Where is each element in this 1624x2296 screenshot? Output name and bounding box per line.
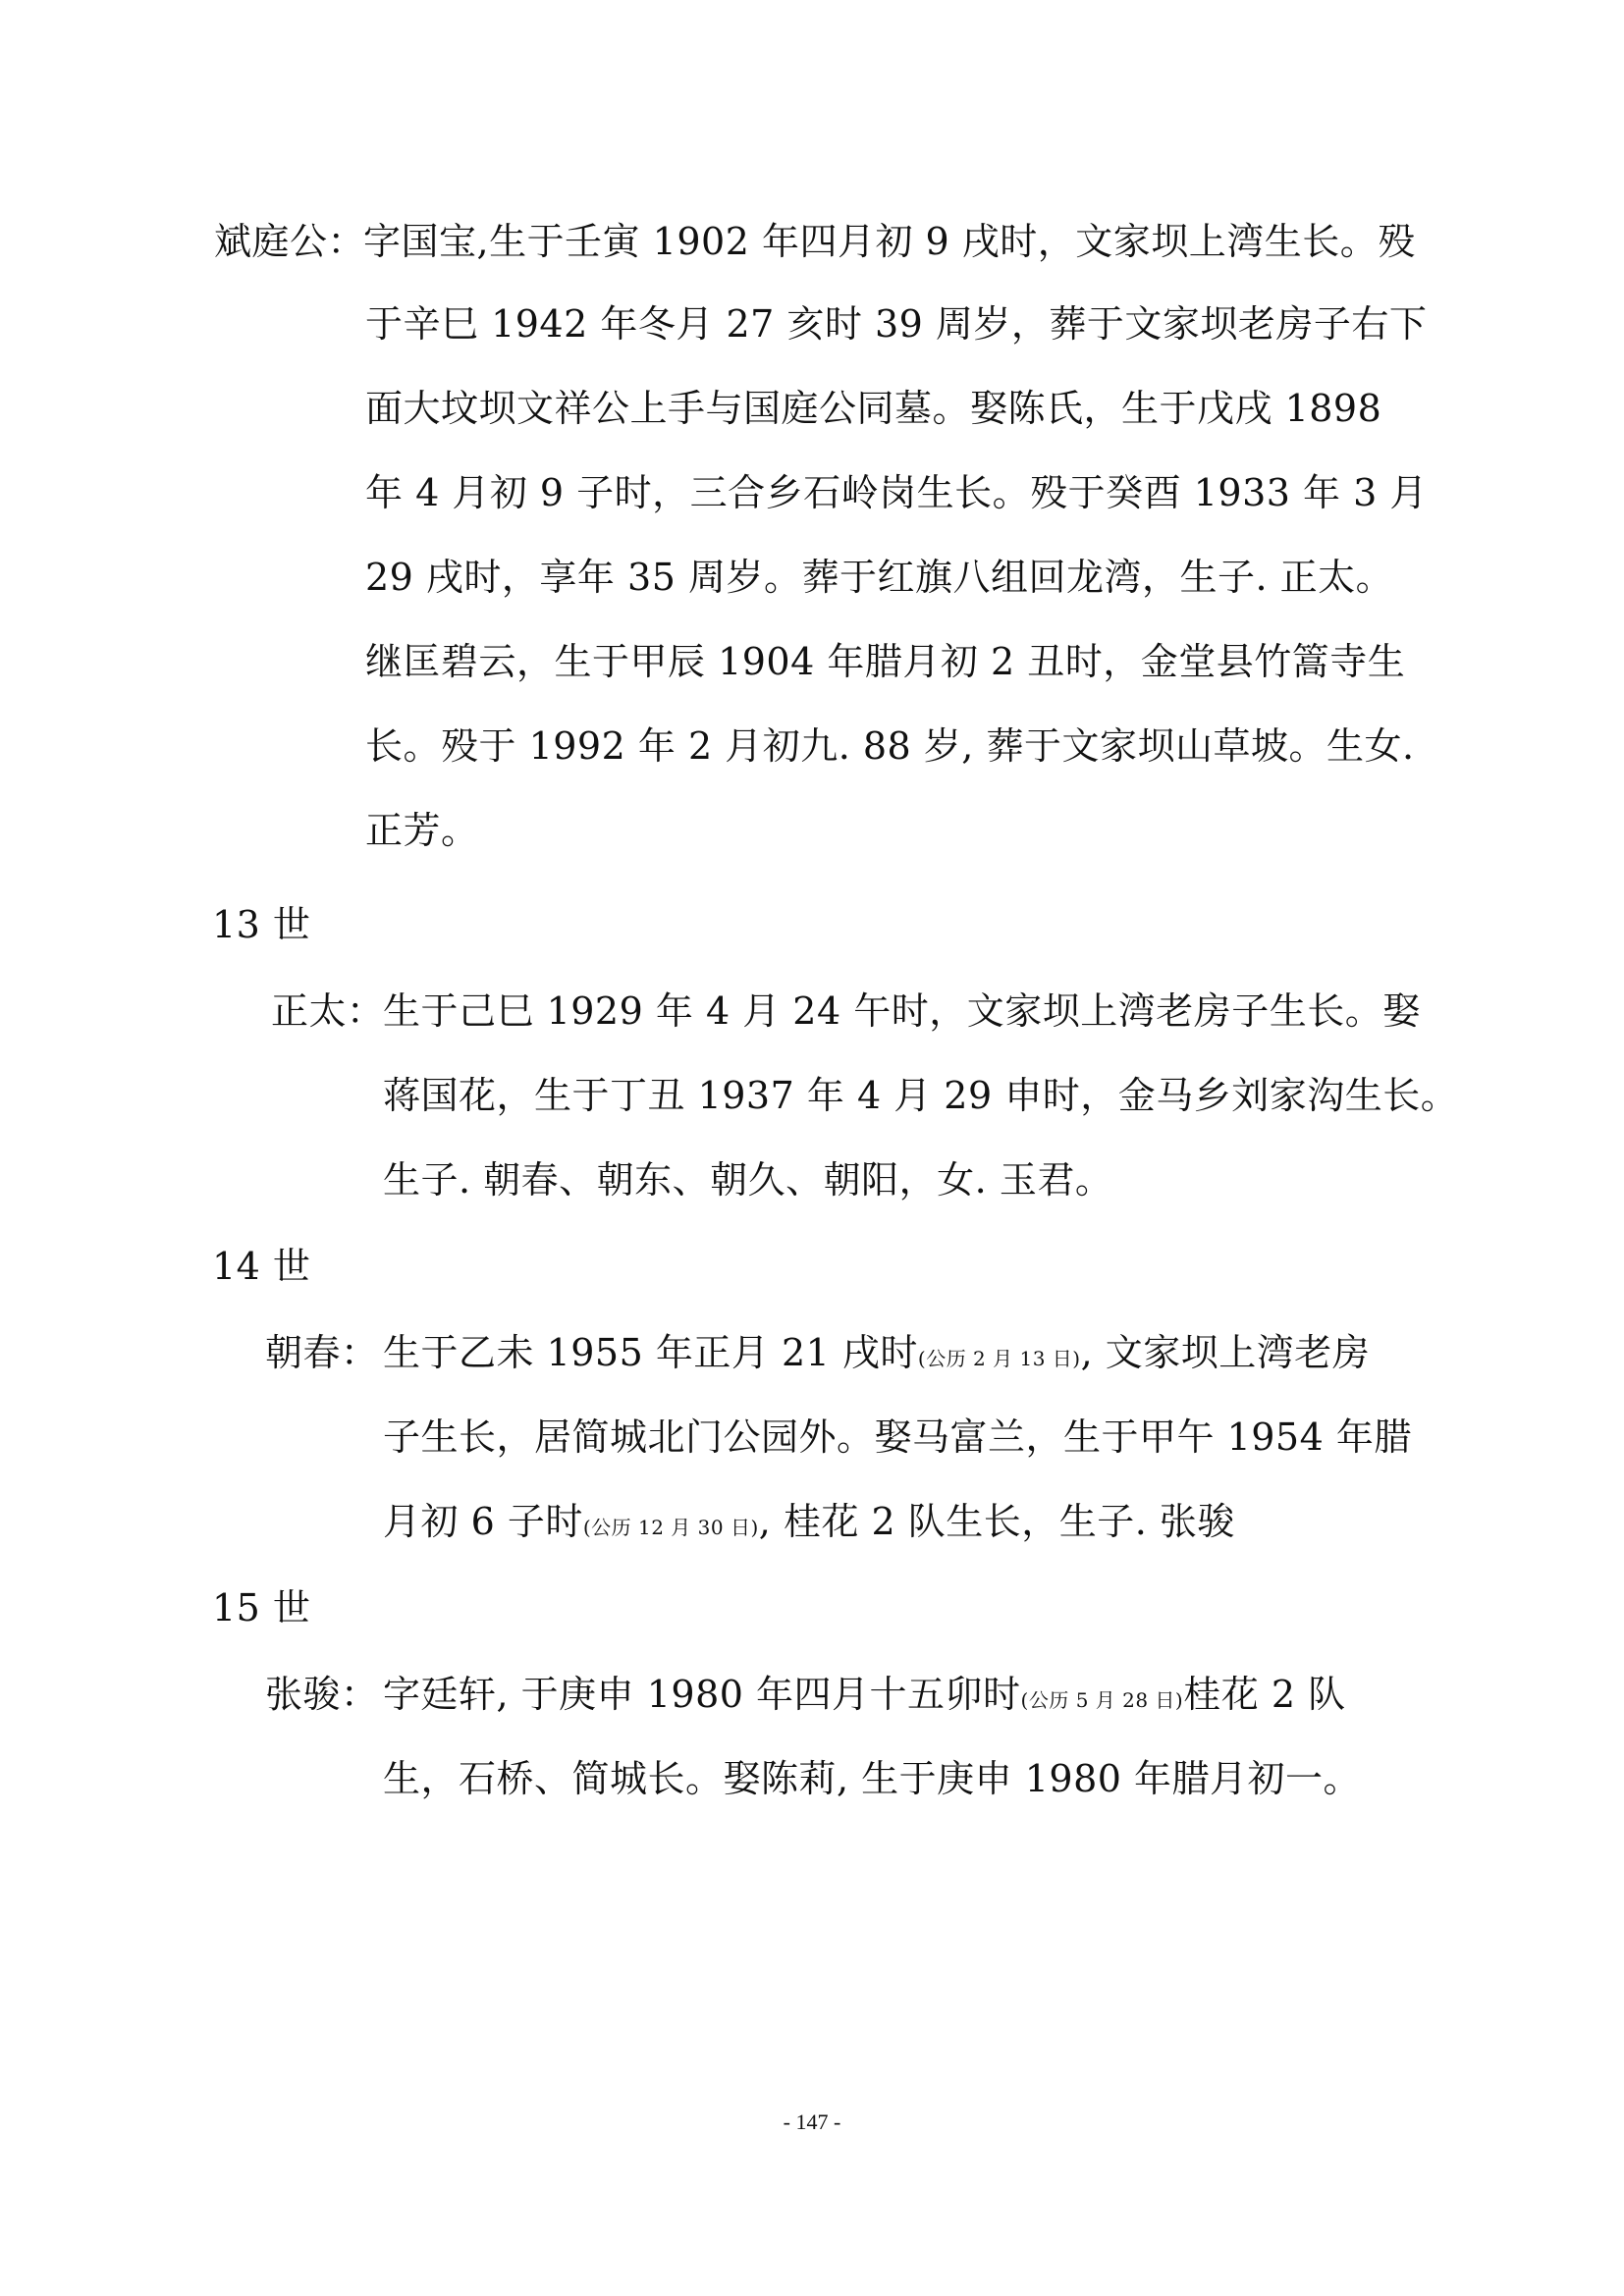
entry-text-line: 正芳。	[365, 809, 479, 852]
entry-text-segment: , 文家坝上湾老房	[1080, 1331, 1371, 1374]
entry-name-chaochun: 朝春：	[265, 1331, 379, 1374]
entry-text-line	[383, 1671, 1346, 1724]
entry-text-line: 字国宝,生于壬寅 1902 年四月初 9 戌时，文家坝上湾生长。殁	[363, 220, 1416, 263]
entry-text-line: 生于己巳 1929 年 4 月 24 午时，文家坝上湾老房子生长。娶	[383, 989, 1421, 1033]
entry-text-segment: , 桂花 2 队生长，生子. 张骏	[758, 1500, 1235, 1543]
gregorian-date-note: (公历 12 月 30 日)	[582, 1516, 759, 1539]
entry-text-segment: 生于乙未 1955 年正月 21 戌时	[383, 1331, 918, 1374]
entry-text-line: 长。殁于 1992 年 2 月初九. 88 岁, 葬于文家坝山草坡。生女.	[365, 724, 1415, 768]
entry-text-segment: 字廷轩, 于庚申 1980 年四月十五卯时	[383, 1673, 1021, 1716]
entry-text-line	[383, 1498, 1235, 1551]
entry-text-line: 29 戌时，享年 35 周岁。葬于红旗八组回龙湾，生子. 正太。	[365, 556, 1394, 599]
generation-heading-15: 15 世	[212, 1586, 311, 1629]
generation-heading-14: 14 世	[212, 1245, 311, 1288]
entry-text-line: 生，石桥、简城长。娶陈莉, 生于庚申 1980 年腊月初一。	[383, 1757, 1362, 1800]
entry-name-zhengtai: 正太：	[271, 989, 385, 1033]
gregorian-date-note: (公历 2 月 13 日)	[917, 1347, 1081, 1370]
entry-text-line: 面大坟坝文祥公上手与国庭公同墓。娶陈氏，生于戊戌 1898	[365, 387, 1382, 430]
entry-text-line: 生子. 朝春、朝东、朝久、朝阳，女. 玉君。	[383, 1158, 1113, 1201]
entry-text-segment: 桂花 2 队	[1183, 1673, 1346, 1716]
generation-heading-13: 13 世	[212, 903, 311, 946]
entry-text-segment: 月初 6 子时	[383, 1500, 583, 1543]
entry-text-line: 子生长，居简城北门公园外。娶马富兰，生于甲午 1954 年腊	[383, 1415, 1412, 1459]
entry-text-line: 蒋国花，生于丁丑 1937 年 4 月 29 申时，金马乡刘家沟生长。	[383, 1074, 1459, 1117]
entry-text-line: 继匡碧云，生于甲辰 1904 年腊月初 2 丑时，金堂县竹篙寺生	[365, 640, 1406, 683]
entry-name-zhangjun: 张骏：	[265, 1673, 379, 1716]
entry-text-line: 于辛巳 1942 年冬月 27 亥时 39 周岁，葬于文家坝老房子右下	[365, 302, 1428, 346]
gregorian-date-note: (公历 5 月 28 日)	[1020, 1688, 1184, 1712]
page-number: - 147 -	[783, 2109, 841, 2134]
entry-text-line	[383, 1329, 1370, 1382]
entry-text-line: 年 4 月初 9 子时，三合乡石岭岗生长。殁于癸酉 1933 年 3 月	[365, 471, 1428, 514]
entry-name-binting: 斌庭公：	[214, 220, 366, 263]
